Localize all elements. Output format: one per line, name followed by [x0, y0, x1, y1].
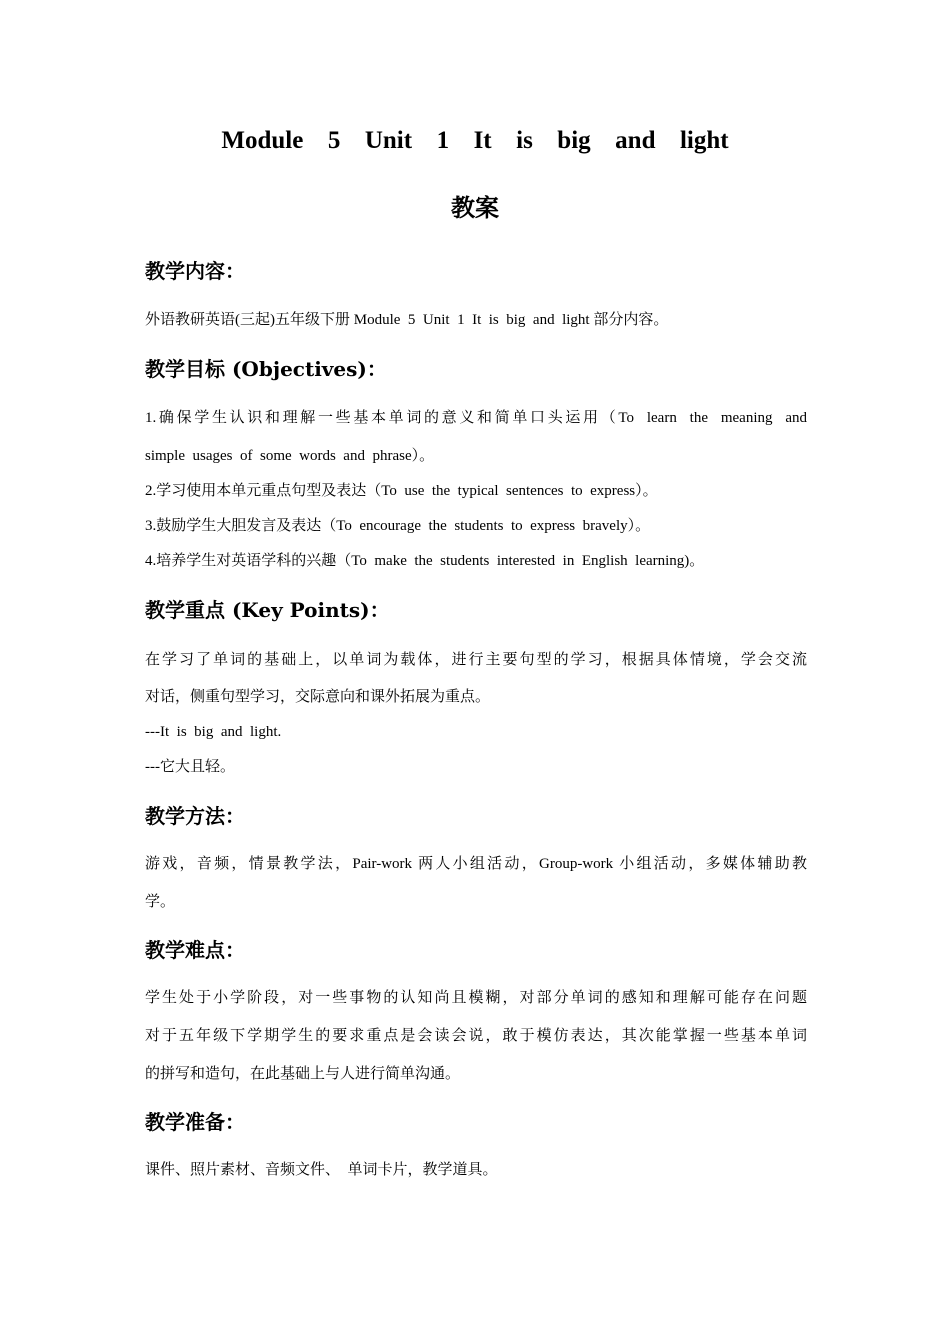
difficulties-line: 的拼写和造句，在此基础上与人进行简单沟通。	[145, 1066, 461, 1082]
section-heading-objectives: 教学目标 (Objectives)：	[145, 357, 387, 381]
section-heading-content: 教学内容：	[145, 259, 245, 283]
objectives-line: simple usages of some words and phrase）。	[145, 448, 435, 464]
objectives-line: 3.鼓励学生大胆发言及表达（To encourage the students to express bravely）。	[145, 518, 651, 534]
document-title: Module 5 Unit 1 It is big and light	[221, 127, 729, 154]
section-heading-methods: 教学方法：	[145, 804, 245, 828]
section-heading-difficulties: 教学难点：	[145, 938, 245, 962]
key-points-line: 对话，侧重句型学习，交际意向和课外拓展为重点。	[145, 689, 491, 705]
difficulties-line: 学生处于小学阶段，对一些事物的认知尚且模糊，对部分单词的感知和理解可能存在问题	[145, 990, 807, 1006]
preparation-text: 课件、照片素材、音频文件、 单词卡片，教学道具。	[145, 1162, 498, 1178]
objectives-line: 2.学习使用本单元重点句型及表达（To use the typical sentences to express）。	[145, 483, 658, 499]
objectives-line: 4.培养学生对英语学科的兴趣（To make the students interested in English learning)。	[145, 553, 705, 569]
document-subtitle: 教案	[451, 193, 499, 222]
difficulties-line: 对于五年级下学期学生的要求重点是会读会说，敢于模仿表达，其次能掌握一些基本单词	[145, 1028, 807, 1044]
methods-line: 游戏，音频，情景教学法，Pair-work 两人小组活动，Group-work 小组活动，多媒体辅助教	[145, 856, 807, 872]
section-heading-key-points: 教学重点 (Key Points)：	[145, 598, 390, 622]
key-points-example-zh: ---它大且轻。	[145, 759, 235, 775]
section-heading-preparation: 教学准备：	[145, 1110, 245, 1134]
methods-line: 学。	[145, 894, 176, 910]
key-points-example-en: ---It is big and light.	[145, 724, 282, 740]
objectives-line: 1.确保学生认识和理解一些基本单词的意义和简单口头运用（To learn the meaning and	[145, 410, 807, 426]
content-text: 外语教研英语(三起)五年级下册 Module 5 Unit 1 It is big and light 部分内容。	[145, 312, 669, 328]
key-points-line: 在学习了单词的基础上，以单词为载体，进行主要句型的学习，根据具体情境，学会交流	[145, 652, 807, 668]
